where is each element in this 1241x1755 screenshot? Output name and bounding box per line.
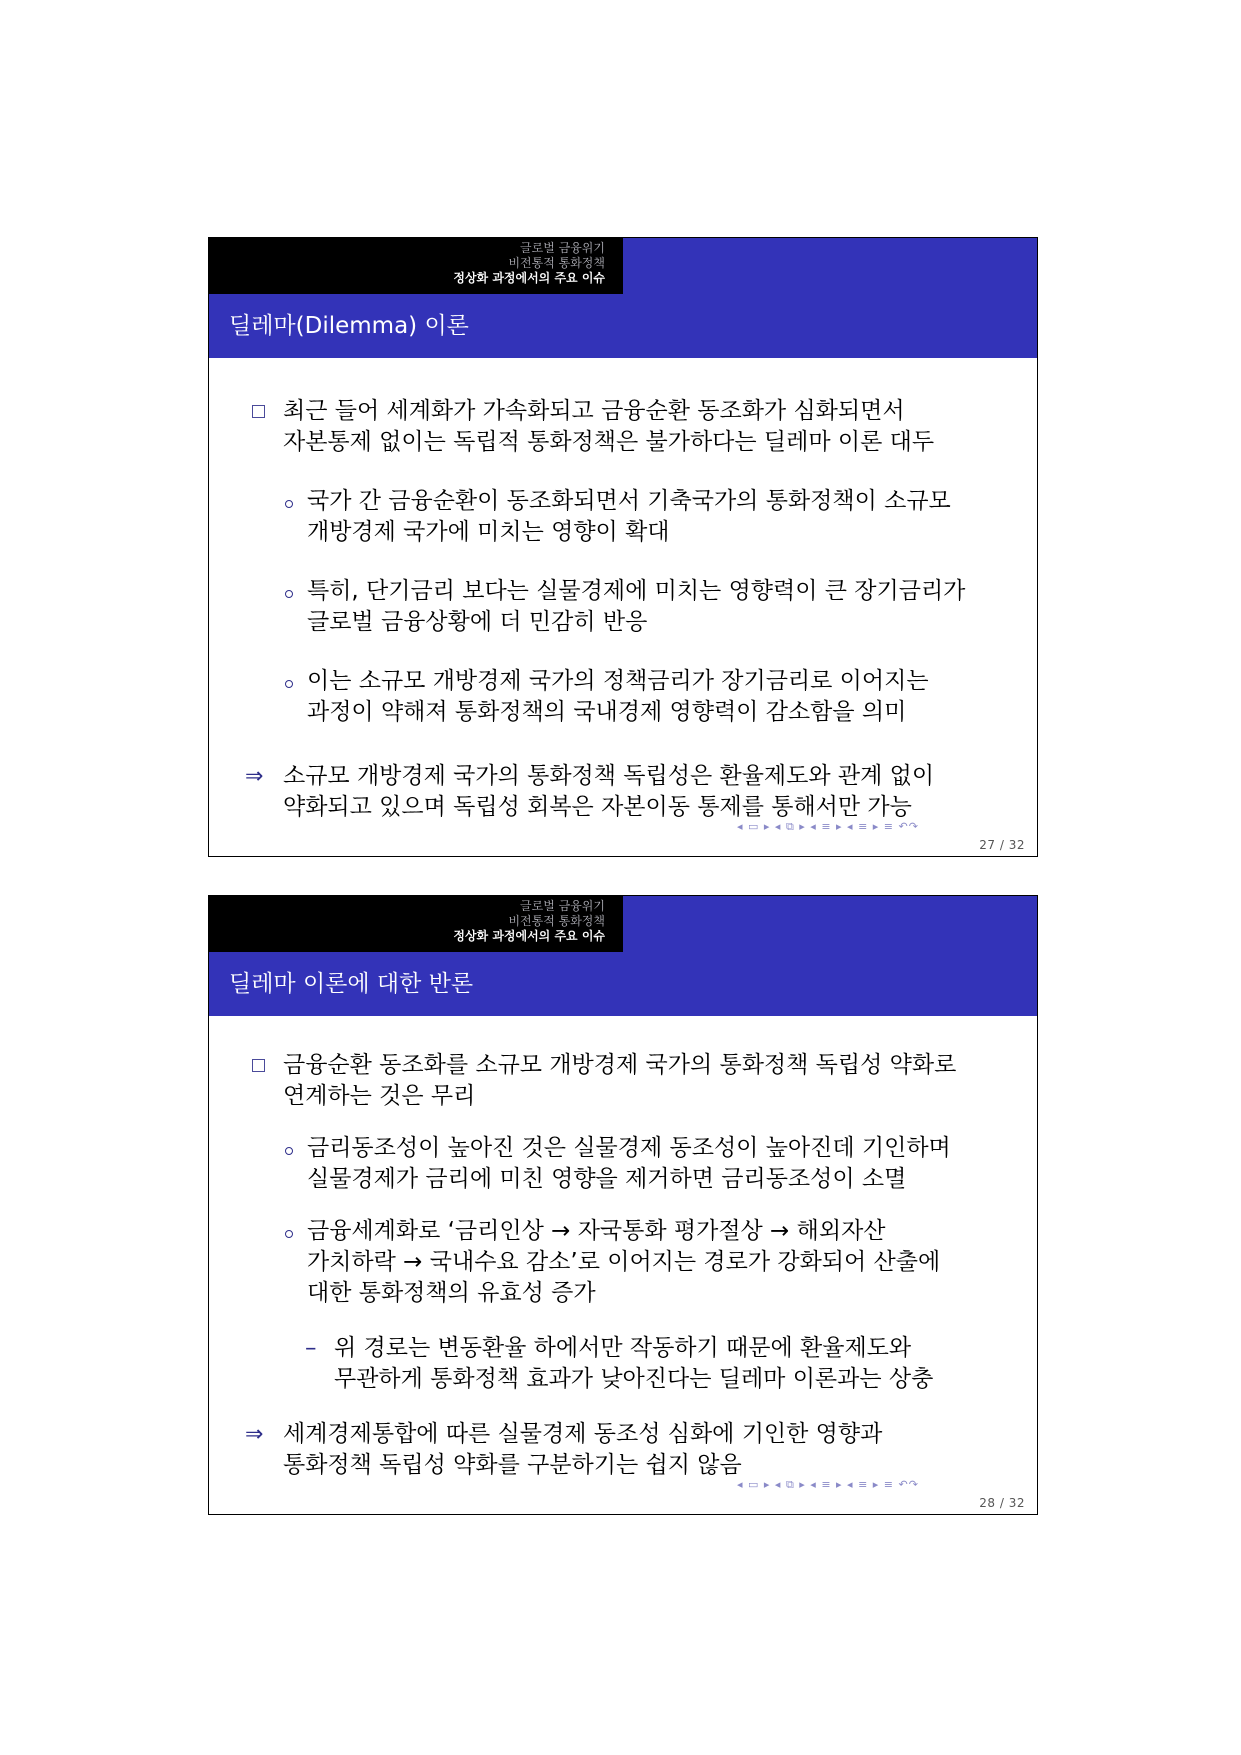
header-nav <box>209 896 623 952</box>
conclusion-line1: 소규모 개방경제 국가의 통화정책 독립성은 환율제도와 관계 없이 <box>283 763 935 789</box>
sub-point-2-line2: 가치하락 → 국내수요 감소’로 이어지는 경로가 강화되어 산출에 <box>307 1249 941 1275</box>
header-subsection[interactable]: 비전통적 통화정책 <box>508 914 605 928</box>
sub-sub-point <box>305 1333 933 1395</box>
sub-point-2 <box>285 576 965 638</box>
circle-bullet-icon <box>285 1147 293 1155</box>
dash-bullet-icon: – <box>305 1335 317 1361</box>
header-bar <box>623 238 1037 294</box>
sub-point-1 <box>285 486 951 548</box>
conclusion-line1: 세계경제통합에 따른 실물경제 동조성 심화에 기인한 영향과 <box>283 1421 883 1447</box>
sub-point-2-line1: 특히, 단기금리 보다는 실물경제에 미치는 영향력이 큰 장기금리가 <box>307 578 966 604</box>
slide-title: 딜레마(Dilemma) 이론 <box>209 294 1037 358</box>
main-point-line2: 연계하는 것은 무리 <box>283 1083 476 1109</box>
header-current[interactable]: 정상화 과정에서의 주요 이슈 <box>453 271 605 285</box>
conclusion <box>245 1419 882 1481</box>
sub-point-3 <box>285 666 929 728</box>
header-section[interactable]: 글로벌 금융위기 <box>520 241 605 255</box>
sub-point-2-line2: 글로벌 금융상황에 더 민감히 반응 <box>307 609 648 635</box>
square-bullet-icon <box>252 1059 265 1072</box>
conclusion <box>245 761 934 823</box>
sub-point-1-line2: 실물경제가 금리에 미친 영향을 제거하면 금리동조성이 소멸 <box>307 1166 907 1192</box>
sub-point-1 <box>285 1133 951 1195</box>
page-number: 27 / 32 <box>979 838 1025 852</box>
circle-bullet-icon <box>285 500 293 508</box>
main-point <box>252 396 934 458</box>
header-bar <box>623 896 1037 952</box>
main-point-line1: 금융순환 동조화를 소규모 개방경제 국가의 통화정책 독립성 약화로 <box>283 1052 957 1078</box>
main-point-line2: 자본통제 없이는 독립적 통화정책은 불가하다는 딜레마 이론 대두 <box>283 429 935 455</box>
header-current[interactable]: 정상화 과정에서의 주요 이슈 <box>453 929 605 943</box>
sub-point-2-line1: 금융세계화로 ‘금리인상 → 자국통화 평가절상 → 해외자산 <box>307 1218 886 1244</box>
sub-point-1-line2: 개방경제 국가에 미치는 영향이 확대 <box>307 519 670 545</box>
sub-point-3-line2: 과정이 약해져 통화정책의 국내경제 영향력이 감소함을 의미 <box>307 699 907 725</box>
square-bullet-icon <box>252 405 265 418</box>
circle-bullet-icon <box>285 680 293 688</box>
slide-title: 딜레마 이론에 대한 반론 <box>209 952 1037 1016</box>
sub-point-2 <box>285 1216 940 1309</box>
conclusion-line2: 약화되고 있으며 독립성 회복은 자본이동 통제를 통해서만 가능 <box>283 794 912 820</box>
sub-point-1-line1: 금리동조성이 높아진 것은 실물경제 동조성이 높아진데 기인하며 <box>307 1135 951 1161</box>
implies-arrow-icon: ⇒ <box>245 764 264 789</box>
main-point <box>252 1050 956 1112</box>
sub-sub-point-line1: 위 경로는 변동환율 하에서만 작동하기 때문에 환율제도와 <box>334 1335 912 1361</box>
slide-28 <box>208 895 1038 1515</box>
header-section[interactable]: 글로벌 금융위기 <box>520 899 605 913</box>
main-point-line1: 최근 들어 세계화가 가속화되고 금융순환 동조화가 심화되면서 <box>283 398 905 424</box>
header-nav <box>209 238 623 294</box>
circle-bullet-icon <box>285 1230 293 1238</box>
conclusion-line2: 통화정책 독립성 약화를 구분하기는 쉽지 않음 <box>283 1452 742 1478</box>
sub-point-2-line3: 대한 통화정책의 유효성 증가 <box>307 1280 596 1306</box>
page-number: 28 / 32 <box>979 1496 1025 1510</box>
slide-27 <box>208 237 1038 857</box>
beamer-nav-icons[interactable]: ◂ ▭ ▸ ◂ ⧉ ▸ ◂ ≡ ▸ ◂ ≡ ▸ ≡ ↶↷ <box>737 820 919 833</box>
sub-sub-point-line2: 무관하게 통화정책 효과가 낮아진다는 딜레마 이론과는 상충 <box>334 1366 934 1392</box>
sub-point-1-line1: 국가 간 금융순환이 동조화되면서 기축국가의 통화정책이 소규모 <box>307 488 951 514</box>
implies-arrow-icon: ⇒ <box>245 1422 264 1447</box>
beamer-nav-icons[interactable]: ◂ ▭ ▸ ◂ ⧉ ▸ ◂ ≡ ▸ ◂ ≡ ▸ ≡ ↶↷ <box>737 1478 919 1491</box>
sub-point-3-line1: 이는 소규모 개방경제 국가의 정책금리가 장기금리로 이어지는 <box>307 668 929 694</box>
circle-bullet-icon <box>285 590 293 598</box>
header-subsection[interactable]: 비전통적 통화정책 <box>508 256 605 270</box>
